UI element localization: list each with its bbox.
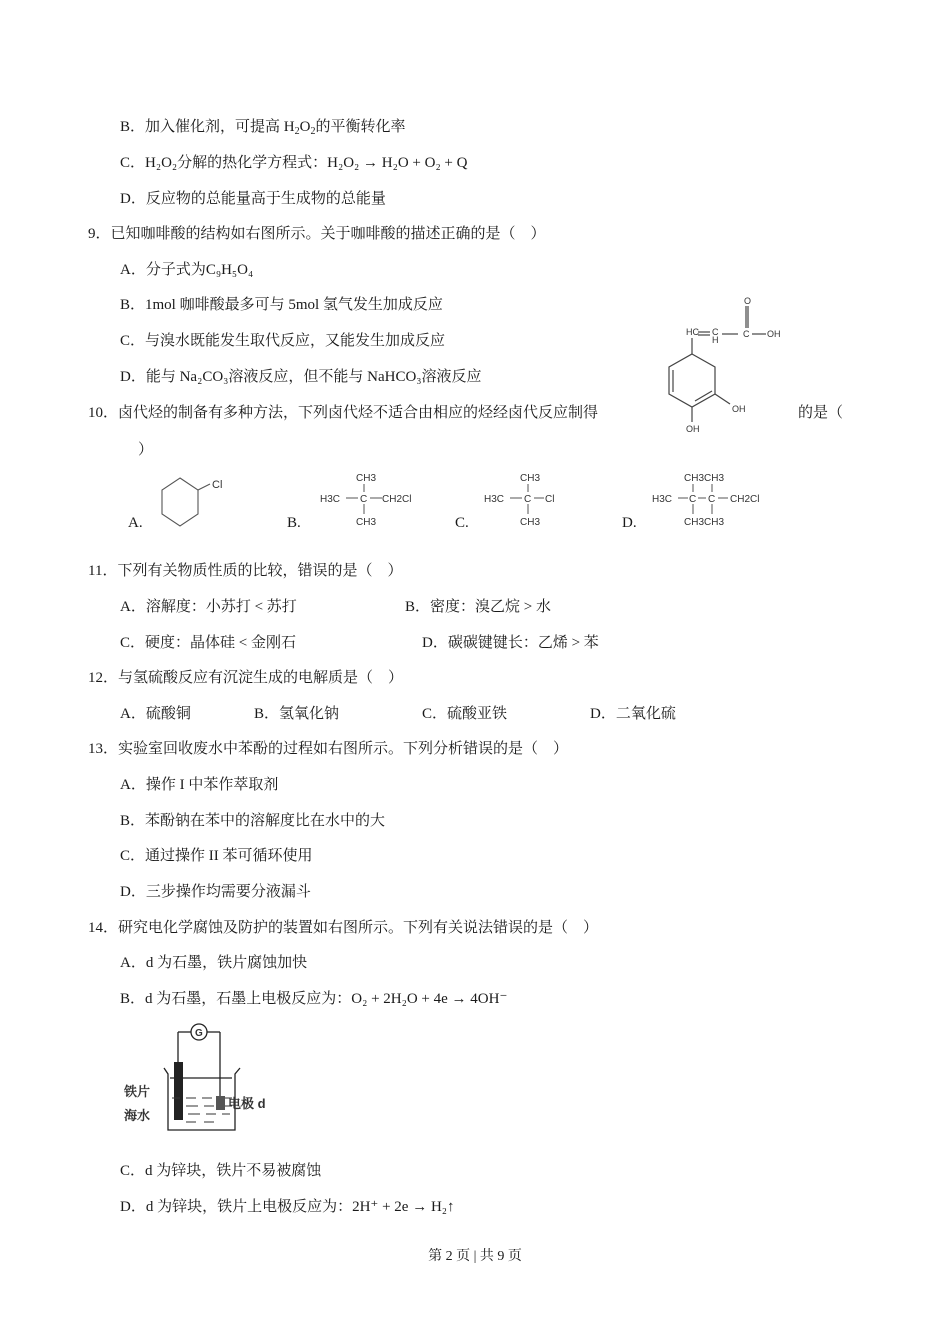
option-label: C．: [120, 155, 146, 171]
svg-text:Cl: Cl: [212, 479, 223, 491]
q13-option-a: A．操作 I 中苯作萃取剂: [120, 777, 279, 793]
option-text: 分子式为C₉H₅O₄: [145, 262, 254, 278]
q10-option-c-label: C.: [455, 515, 469, 531]
subscript: 2: [310, 126, 316, 137]
option-label: C．: [120, 333, 146, 349]
svg-text:C: C: [743, 329, 750, 339]
svg-text:CH3CH3: CH3CH3: [684, 517, 725, 528]
seawater-label: 海水: [124, 1108, 151, 1123]
caffeic-acid-structure-figure: [660, 292, 800, 437]
q12-option-a: A．硫酸铜: [120, 706, 191, 722]
svg-text:CH2Cl: CH2Cl: [382, 494, 412, 505]
option-label: D．: [120, 1199, 146, 1215]
svg-text:OH: OH: [732, 404, 746, 414]
svg-text:CH3: CH3: [520, 473, 541, 484]
svg-text:H: H: [712, 335, 719, 345]
option-text: 能与 Na₂CO₃溶液反应，但不能与 NaHCO₃溶液反应: [145, 369, 482, 385]
q13-option-c: C．通过操作 II 苯可循环使用: [120, 848, 313, 864]
svg-text:H3C: H3C: [652, 494, 673, 505]
q8-option-c: [120, 153, 467, 173]
q14-option-c: C．d 为锌块，铁片不易被腐蚀: [120, 1163, 322, 1179]
svg-text:C: C: [360, 494, 368, 505]
q10-option-b-label: B.: [287, 515, 301, 531]
q14-option-b: [120, 989, 507, 1009]
q10-stem-tail: 的是（: [798, 405, 844, 421]
svg-text:Cl: Cl: [545, 494, 555, 505]
option-label: D．: [120, 369, 146, 385]
q10-option-d-label: D.: [622, 515, 637, 531]
tetramethylbutyl-chloride-structure: [650, 468, 780, 533]
option-text: 加入催化剂，可提高 H: [145, 119, 295, 135]
q11-option-d: D．碳碳键键长：乙烯 > 苯: [422, 635, 599, 651]
q9-option-a: [120, 260, 253, 280]
q10-stem-close: ）: [138, 442, 154, 458]
option-text: 1mol 咖啡酸最多可与 5mol 氢气发生加成反应: [145, 297, 443, 313]
electrochemical-cell-figure: [120, 1018, 290, 1143]
svg-text:CH3: CH3: [356, 517, 377, 528]
q8-option-b: [120, 117, 405, 137]
q12-option-b: B．氢氧化钠: [254, 706, 340, 722]
electrode-label: 电极 d: [228, 1096, 266, 1111]
option-text: 与溴水既能发生取代反应，又能发生加成反应: [145, 333, 446, 349]
svg-text:H3C: H3C: [484, 494, 505, 505]
option-text: d 为石墨，石墨上电极反应为：O₂ + 2H₂O + 4e → 4OH⁻: [145, 991, 508, 1007]
svg-text:C: C: [708, 494, 716, 505]
option-text: 的平衡转化率: [315, 119, 406, 135]
option-text: H₂O₂分解的热化学方程式：H₂O₂ → H₂O + O₂ + Q: [145, 155, 468, 171]
svg-text:C: C: [689, 494, 697, 505]
q11-option-b: B．密度：溴乙烷 > 水: [405, 599, 551, 615]
tert-butyl-chloride-structure: [482, 468, 572, 533]
q10-stem: 10．卤代烃的制备有多种方法，下列卤代烃不适合由相应的烃经卤代反应制得: [88, 405, 599, 421]
q9-option-b: [120, 295, 443, 315]
chlorocyclohexane-structure: [150, 470, 240, 535]
q12-option-d: D．二氧化硫: [590, 706, 676, 722]
q8-option-d: [120, 189, 386, 209]
svg-text:HC: HC: [686, 327, 699, 337]
page-footer: 第 2 页 | 共 9 页: [428, 1249, 522, 1264]
q13-stem: 13．实验室回收废水中苯酚的过程如右图所示。下列分析错误的是（ ）: [88, 741, 569, 757]
svg-text:CH3CH3: CH3CH3: [684, 473, 725, 484]
q14-option-d: [120, 1197, 455, 1217]
svg-text:G: G: [195, 1028, 203, 1039]
option-text: O: [299, 119, 311, 135]
option-label: B．: [120, 297, 146, 313]
q14-stem: 14．研究电化学腐蚀及防护的装置如右图所示。下列有关说法错误的是（ ）: [88, 920, 599, 936]
option-label: B．: [120, 991, 146, 1007]
option-text: 反应物的总能量高于生成物的总能量: [145, 191, 386, 207]
q12-stem: 12．与氢硫酸反应有沉淀生成的电解质是（ ）: [88, 670, 404, 686]
q11-stem: 11．下列有关物质性质的比较，错误的是（ ）: [88, 563, 403, 579]
q10-option-a-label: A.: [128, 515, 143, 531]
q11-option-a: A．溶解度：小苏打 < 苏打: [120, 599, 297, 615]
q13-option-d: D．三步操作均需要分液漏斗: [120, 884, 311, 900]
option-text: d 为锌块，铁片上电极反应为：2H⁺ + 2e → H₂↑: [145, 1199, 455, 1215]
option-label: B．: [120, 119, 146, 135]
q13-option-b: B．苯酚钠在苯中的溶解度比在水中的大: [120, 813, 386, 829]
svg-text:O: O: [744, 296, 752, 306]
q14-option-a: A．d 为石墨，铁片腐蚀加快: [120, 955, 308, 971]
svg-text:OH: OH: [767, 329, 781, 339]
svg-text:CH3: CH3: [356, 473, 377, 484]
svg-text:C: C: [524, 494, 532, 505]
svg-text:C: C: [712, 327, 719, 337]
q9-option-c: [120, 331, 445, 351]
svg-text:OH: OH: [686, 424, 700, 434]
q9-stem: 9．已知咖啡酸的结构如右图所示。关于咖啡酸的描述正确的是（ ）: [88, 226, 546, 242]
q9-option-d: [120, 367, 482, 387]
svg-text:H3C: H3C: [320, 494, 341, 505]
iron-label: 铁片: [124, 1084, 151, 1099]
svg-text:CH3: CH3: [520, 517, 541, 528]
subscript: 2: [294, 126, 300, 137]
option-label: D．: [120, 191, 146, 207]
q11-option-c: C．硬度：晶体硅 < 金刚石: [120, 635, 296, 651]
q12-option-c: C．硫酸亚铁: [422, 706, 508, 722]
option-label: A．: [120, 262, 146, 278]
neopentyl-chloride-structure: [318, 468, 428, 533]
svg-text:CH2Cl: CH2Cl: [730, 494, 760, 505]
